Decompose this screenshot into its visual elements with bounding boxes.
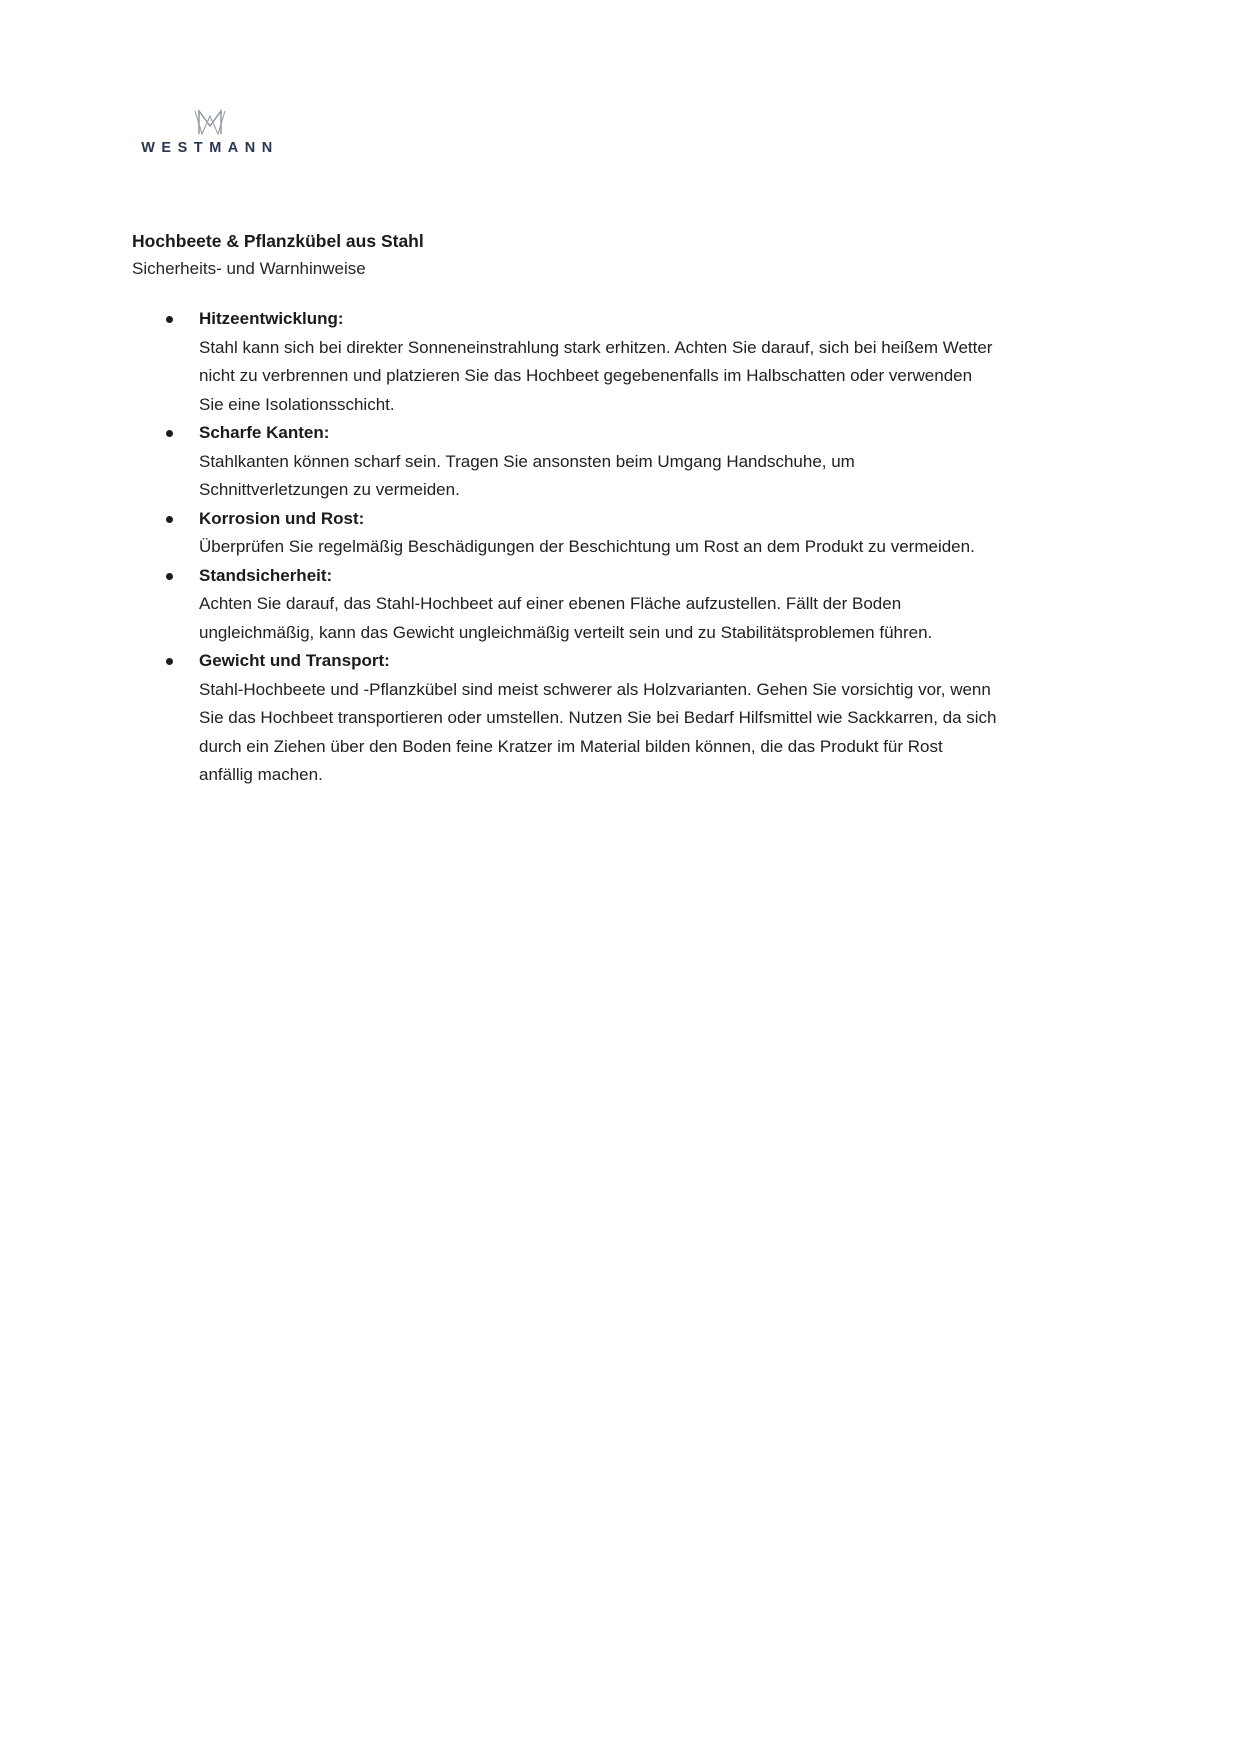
westmann-logo: [135, 108, 285, 156]
warning-body: Stahl-Hochbeete und -Pflanzkübel sind meist schwerer als Holzvarianten. Gehen Sie vorsichtig vor, wenn Sie das Hochbeet transportieren oder umstellen. Nutzen Sie bei Bedarf Hilfsmittel wie Sackkarren, da sich durch ein Ziehen über den Boden feine Kratzer im Material bilden können, die das Produkt für Rost anfällig machen.: [199, 679, 997, 784]
document-header: [132, 228, 1032, 282]
bullet-icon: [166, 658, 173, 665]
list-item-korrosion-und-rost: [132, 505, 1032, 562]
warning-heading: Gewicht und Transport:: [199, 651, 390, 670]
warning-body: Überprüfen Sie regelmäßig Beschädigungen der Beschichtung um Rost an dem Produkt zu vermeiden.: [199, 537, 975, 556]
warning-heading: Scharfe Kanten:: [199, 423, 330, 442]
warning-heading: Standsicherheit:: [199, 565, 333, 585]
list-item-scharfe-kanten: [132, 419, 1032, 505]
bullet-icon: [166, 516, 173, 523]
warning-heading: Hitzeentwicklung:: [199, 309, 344, 328]
brand-wordmark: WESTMANN: [141, 140, 279, 156]
warning-body: Achten Sie darauf, das Stahl-Hochbeet auf einer ebenen Fläche aufzustellen. Fällt der Boden ungleichmäßig, kann das Gewicht ungleichmäßig verteilt sein und zu Stabilitätsproblemen führen.: [199, 594, 933, 642]
bullet-icon: [166, 573, 173, 580]
warning-body: Stahl kann sich bei direkter Sonneneinstrahlung stark erhitzen. Achten Sie darauf, sich bei heißem Wetter nicht zu verbrennen und platzieren Sie das Hochbeet gegebenenfalls im Halbschatten oder verwenden Sie eine Isolationsschicht.: [199, 337, 993, 414]
bullet-icon: [166, 430, 173, 437]
bullet-icon: [166, 316, 173, 323]
list-item-gewicht-und-transport: [132, 647, 1032, 790]
warning-heading: Korrosion und Rost:: [199, 508, 365, 528]
list-item-standsicherheit: [132, 562, 1032, 648]
list-item-hitzeentwicklung: [132, 305, 1032, 419]
warning-body: Stahlkanten können scharf sein. Tragen Sie ansonsten beim Umgang Handschuhe, um Schnittverletzungen zu vermeiden.: [199, 451, 855, 499]
document-subtitle: Sicherheits- und Warnhinweise: [132, 259, 366, 278]
document-title: Hochbeete & Pflanzkübel aus Stahl: [132, 231, 424, 251]
warning-list: [132, 305, 1032, 790]
westmann-monogram-icon: [193, 108, 227, 138]
